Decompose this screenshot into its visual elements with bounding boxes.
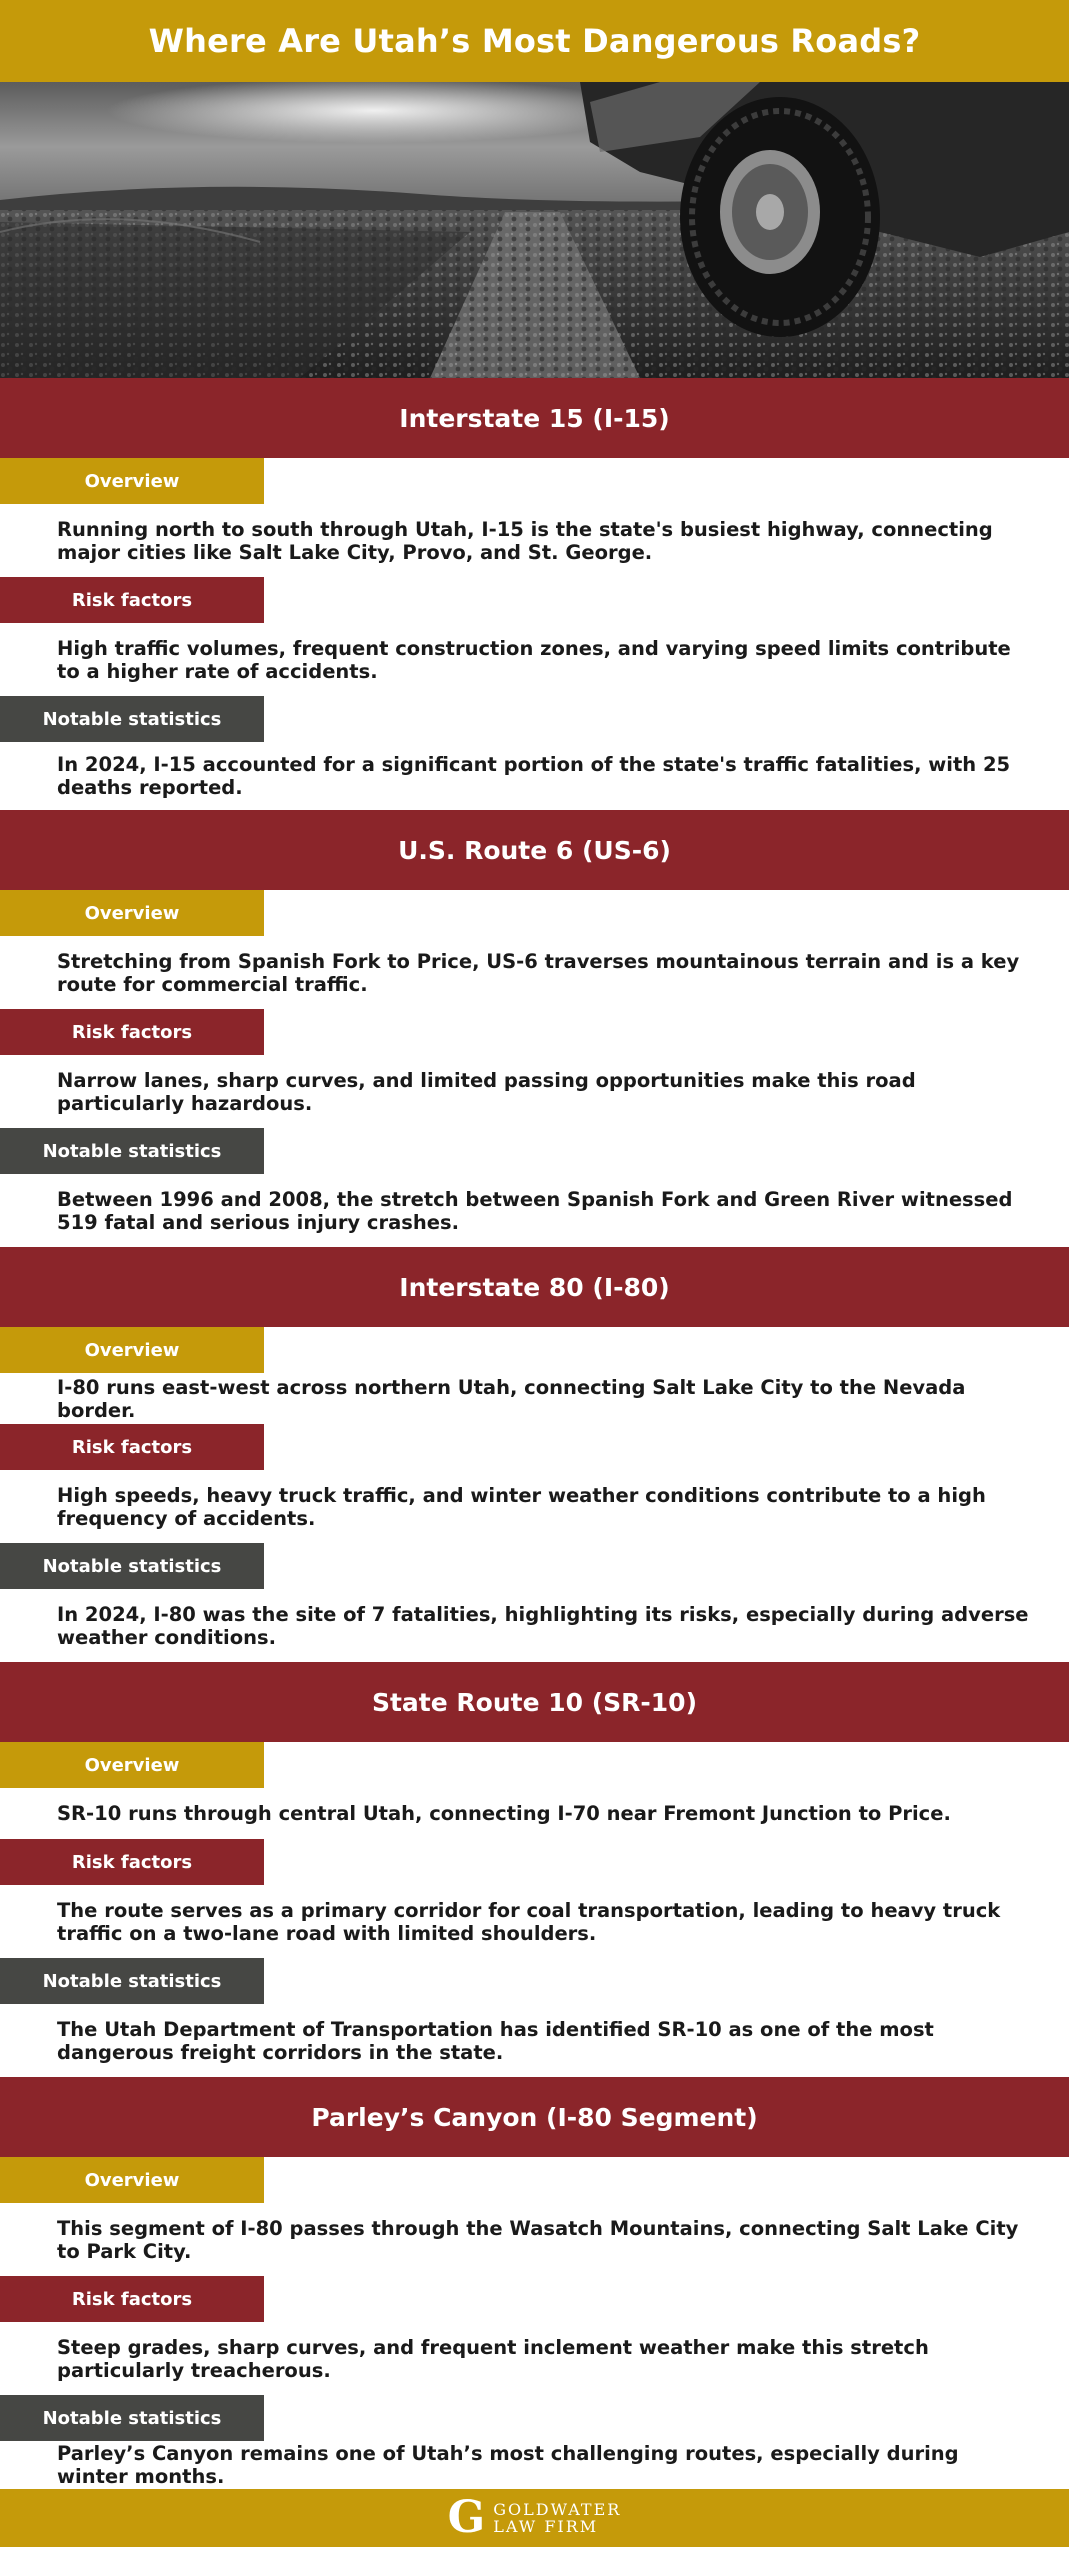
page-title: Where Are Utah’s Most Dangerous Roads? (148, 22, 921, 60)
logo-wordmark (493, 2501, 621, 2535)
overview-label-text: Overview (84, 2169, 180, 2191)
road-section-i15 (0, 378, 1069, 810)
stats-label-text: Notable statistics (42, 708, 222, 730)
road-title: U.S. Route 6 (US-6) (398, 835, 671, 865)
footer (0, 2489, 1069, 2547)
stats-text: Parley’s Canyon remains one of Utah’s most challenging routes, especially during winter months. (57, 2442, 959, 2488)
stats-text: Between 1996 and 2008, the stretch between Spanish Fork and Green River witnessed 519 fatal and serious injury crashes. (57, 1187, 1013, 1234)
overview-text: SR-10 runs through central Utah, connecting I-70 near Fremont Junction to Price. (57, 1802, 951, 1825)
road-header (0, 1662, 1069, 1742)
risk-label-text: Risk factors (71, 589, 193, 611)
overview-text: Running north to south through Utah, I-15 is the state's busiest highway, connecting major cities like Salt Lake City, Provo, and St. George. (57, 517, 993, 564)
stats-text: In 2024, I-15 accounted for a significant portion of the state's traffic fatalities, with 25 deaths reported. (57, 753, 1011, 799)
stats-label-text: Notable statistics (42, 1555, 222, 1577)
stats-label (0, 1543, 264, 1589)
stats-label-text: Notable statistics (42, 1970, 222, 1992)
road-title: Interstate 15 (I-15) (399, 403, 670, 433)
risk-label (0, 1424, 264, 1470)
road-title: Parley’s Canyon (I-80 Segment) (311, 2102, 758, 2132)
goldwater-logo (447, 2492, 622, 2543)
stats-label (0, 2395, 264, 2441)
risk-text: The route serves as a primary corridor for coal transportation, leading to heavy truck traffic on a two-lane road with limited shoulders. (57, 1898, 1001, 1945)
road-title: Interstate 80 (I-80) (399, 1272, 670, 1302)
road-title: State Route 10 (SR-10) (371, 1687, 698, 1717)
overview-label-text: Overview (84, 470, 180, 492)
overview-label (0, 890, 264, 936)
risk-label (0, 1009, 264, 1055)
overview-label-text: Overview (84, 1754, 180, 1776)
overview-label (0, 2157, 264, 2203)
risk-label (0, 577, 264, 623)
overview-label (0, 1742, 264, 1788)
road-header (0, 2077, 1069, 2157)
road-section-parleys-canyon (0, 2077, 1069, 2489)
road-section-sr10 (0, 1662, 1069, 2077)
risk-label-text: Risk factors (71, 1021, 193, 1043)
road-header (0, 1247, 1069, 1327)
overview-label (0, 458, 264, 504)
risk-text: High traffic volumes, frequent construction zones, and varying speed limits contribute to a higher rate of accidents. (57, 636, 1011, 683)
overview-text: This segment of I-80 passes through the Wasatch Mountains, connecting Salt Lake City to Park City. (57, 2216, 1019, 2263)
logo-line-2: LAW FIRM (493, 2517, 599, 2536)
overview-label (0, 1327, 264, 1373)
stats-text: The Utah Department of Transportation has identified SR-10 as one of the most dangerous freight corridors in the state. (57, 2017, 934, 2064)
risk-label-text: Risk factors (71, 2288, 193, 2310)
risk-label-text: Risk factors (71, 1436, 193, 1458)
logo-mark: G (447, 2492, 486, 2543)
stats-label (0, 1128, 264, 1174)
stats-label (0, 696, 264, 742)
road-photo (0, 82, 1069, 378)
stats-label-text: Notable statistics (42, 2407, 222, 2429)
overview-label-text: Overview (84, 902, 180, 924)
road-header (0, 378, 1069, 458)
risk-label-text: Risk factors (71, 1851, 193, 1873)
overview-text: Stretching from Spanish Fork to Price, US-6 traverses mountainous terrain and is a key route for commercial traffic. (57, 949, 1020, 996)
hero-image (0, 82, 1069, 378)
risk-label (0, 2276, 264, 2322)
overview-label-text: Overview (84, 1339, 180, 1361)
overview-text: I-80 runs east-west across northern Utah, connecting Salt Lake City to the Nevada border. (57, 1375, 966, 1422)
risk-text: Steep grades, sharp curves, and frequent inclement weather make this stretch particularly treacherous. (57, 2335, 929, 2382)
risk-text: Narrow lanes, sharp curves, and limited passing opportunities make this road particularly hazardous. (57, 1068, 916, 1115)
road-section-i80 (0, 1247, 1069, 1662)
risk-label (0, 1839, 264, 1885)
stats-label (0, 1958, 264, 2004)
stats-text: In 2024, I-80 was the site of 7 fatalities, highlighting its risks, especially during adverse weather conditions. (57, 1602, 1029, 1649)
road-section-us6 (0, 810, 1069, 1247)
road-header (0, 810, 1069, 890)
risk-text: High speeds, heavy truck traffic, and winter weather conditions contribute to a high frequency of accidents. (57, 1483, 986, 1530)
page-title-bar (0, 0, 1069, 82)
stats-label-text: Notable statistics (42, 1140, 222, 1162)
logo-line-1: GOLDWATER (493, 2500, 622, 2519)
